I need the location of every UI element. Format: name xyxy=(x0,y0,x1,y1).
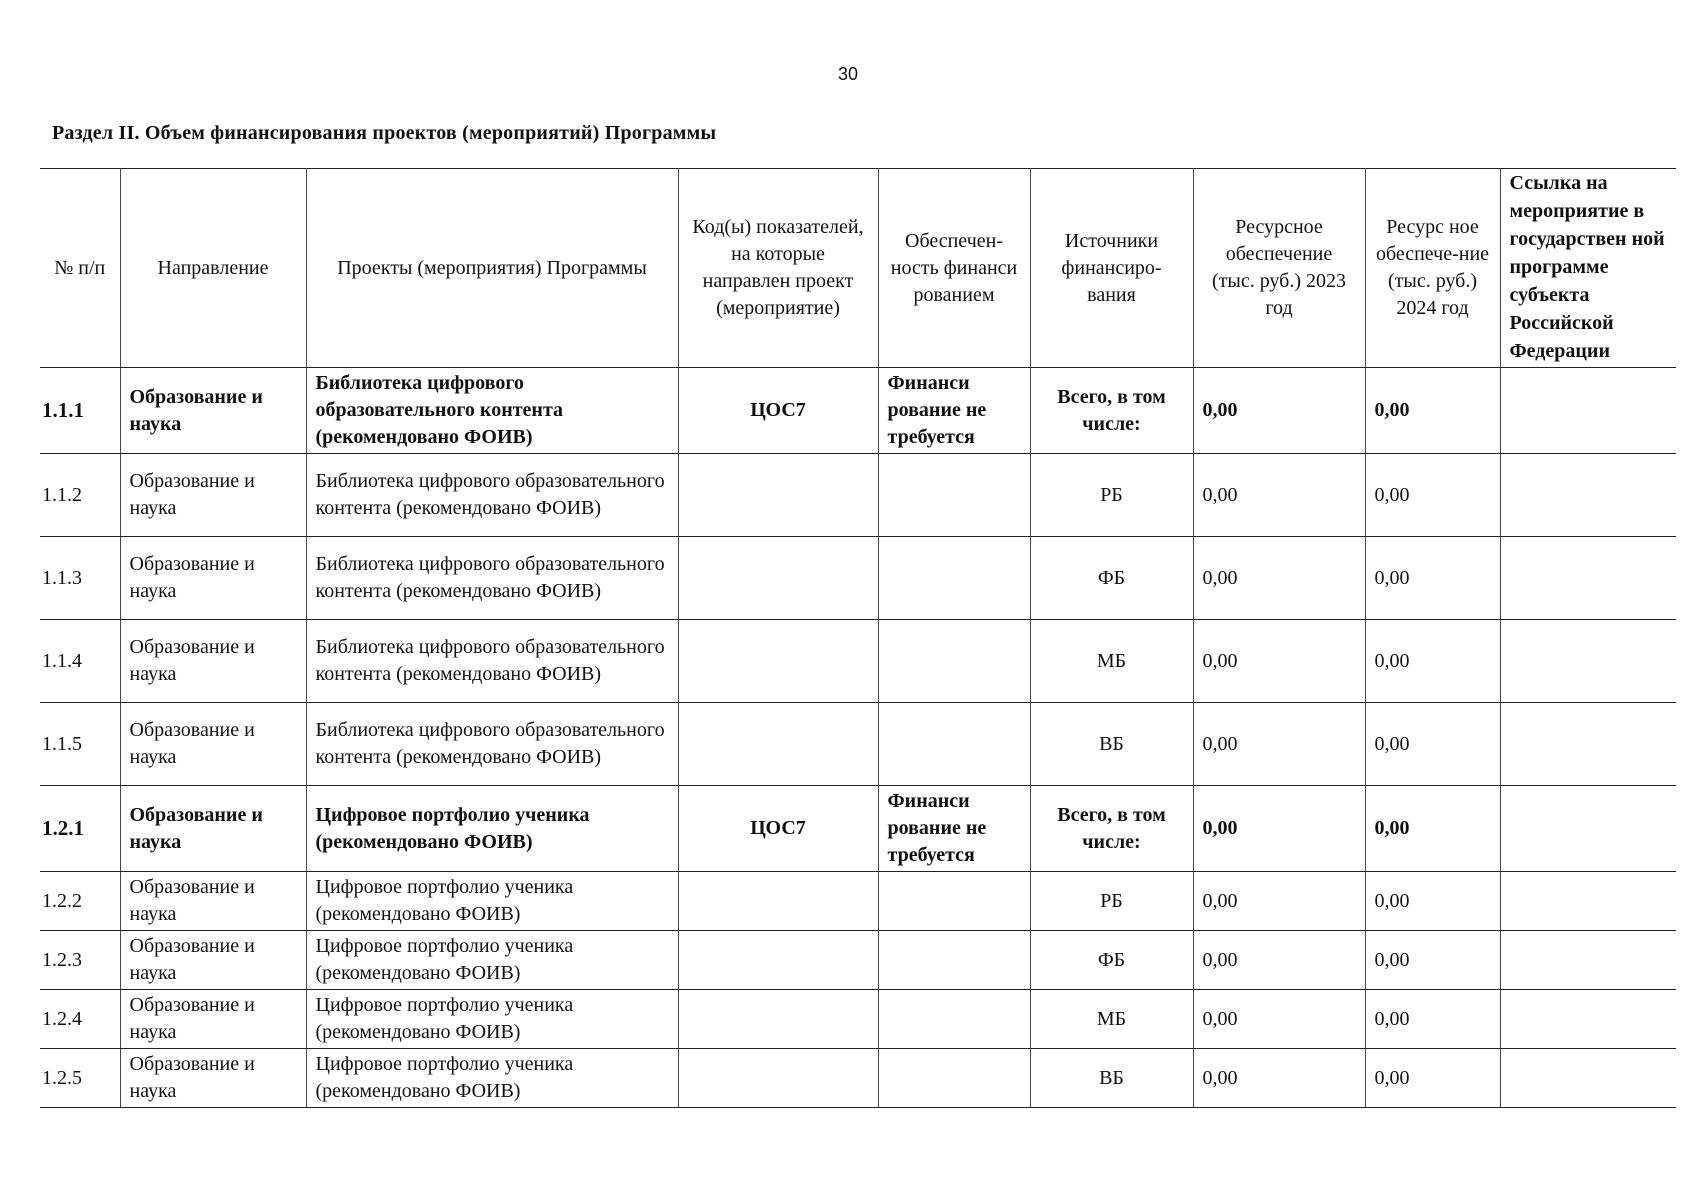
cell-direction: Образование и наука xyxy=(120,931,306,990)
cell-num: 1.1.4 xyxy=(40,620,120,703)
cell-num: 1.2.3 xyxy=(40,931,120,990)
cell-source: РБ xyxy=(1030,454,1193,537)
cell-project: Цифровое портфолио ученика (рекомендовано ФОИВ) xyxy=(306,990,678,1049)
cell-code xyxy=(678,1049,878,1108)
cell-project: Цифровое портфолио ученика (рекомендовано ФОИВ) xyxy=(306,786,678,872)
cell-source: ФБ xyxy=(1030,537,1193,620)
cell-project: Библиотека цифрового образовательного контента (рекомендовано ФОИВ) xyxy=(306,368,678,454)
cell-2023: 0,00 xyxy=(1193,620,1365,703)
cell-2024: 0,00 xyxy=(1365,537,1500,620)
cell-provision xyxy=(878,1049,1030,1108)
cell-direction: Образование и наука xyxy=(120,537,306,620)
cell-project: Библиотека цифрового образовательного контента (рекомендовано ФОИВ) xyxy=(306,620,678,703)
cell-ref xyxy=(1500,872,1676,931)
cell-num: 1.1.2 xyxy=(40,454,120,537)
cell-ref xyxy=(1500,703,1676,786)
cell-2024: 0,00 xyxy=(1365,620,1500,703)
cell-2024: 0,00 xyxy=(1365,454,1500,537)
cell-2024: 0,00 xyxy=(1365,990,1500,1049)
header-res2023: Ресурсное обеспечение (тыс. руб.) 2023 год xyxy=(1193,169,1365,368)
cell-code xyxy=(678,872,878,931)
cell-project: Библиотека цифрового образовательного контента (рекомендовано ФОИВ) xyxy=(306,703,678,786)
cell-code xyxy=(678,931,878,990)
cell-num: 1.2.2 xyxy=(40,872,120,931)
cell-source: Всего, в том числе: xyxy=(1030,786,1193,872)
cell-project: Цифровое портфолио ученика (рекомендовано ФОИВ) xyxy=(306,931,678,990)
cell-project: Библиотека цифрового образовательного контента (рекомендовано ФОИВ) xyxy=(306,537,678,620)
cell-provision xyxy=(878,990,1030,1049)
cell-2023: 0,00 xyxy=(1193,703,1365,786)
cell-provision: Финанси рование не требуется xyxy=(878,368,1030,454)
cell-source: МБ xyxy=(1030,990,1193,1049)
table-row xyxy=(40,872,1676,931)
cell-num: 1.2.1 xyxy=(40,786,120,872)
cell-provision xyxy=(878,872,1030,931)
cell-direction: Образование и наука xyxy=(120,990,306,1049)
table-row xyxy=(40,368,1676,454)
header-project: Проекты (мероприятия) Программы xyxy=(306,169,678,368)
header-num: № п/п xyxy=(40,169,120,368)
cell-source: ФБ xyxy=(1030,931,1193,990)
header-codes: Код(ы) показателей, на которые направлен проект (мероприятие) xyxy=(678,169,878,368)
cell-project: Библиотека цифрового образовательного контента (рекомендовано ФОИВ) xyxy=(306,454,678,537)
page-number: 30 xyxy=(837,64,859,84)
cell-ref xyxy=(1500,786,1676,872)
cell-ref xyxy=(1500,990,1676,1049)
header-sources: Источники финансиро-вания xyxy=(1030,169,1193,368)
cell-2023: 0,00 xyxy=(1193,537,1365,620)
cell-2023: 0,00 xyxy=(1193,786,1365,872)
cell-2024: 0,00 xyxy=(1365,872,1500,931)
table-row xyxy=(40,537,1676,620)
section-title: Раздел II. Объем финансирования проектов (мероприятий) Программы xyxy=(52,122,717,144)
header-ref: Ссылка на мероприятие в государствен ной программе субъекта Российской Федерации xyxy=(1500,169,1676,368)
cell-2023: 0,00 xyxy=(1193,931,1365,990)
cell-direction: Образование и наука xyxy=(120,703,306,786)
cell-2023: 0,00 xyxy=(1193,872,1365,931)
cell-code xyxy=(678,537,878,620)
cell-source: Всего, в том числе: xyxy=(1030,368,1193,454)
cell-provision xyxy=(878,454,1030,537)
cell-code: ЦОС7 xyxy=(678,368,878,454)
cell-project: Цифровое портфолио ученика (рекомендовано ФОИВ) xyxy=(306,1049,678,1108)
cell-2024: 0,00 xyxy=(1365,368,1500,454)
cell-num: 1.2.4 xyxy=(40,990,120,1049)
table-row xyxy=(40,931,1676,990)
cell-2024: 0,00 xyxy=(1365,703,1500,786)
table-row xyxy=(40,786,1676,872)
table-row xyxy=(40,990,1676,1049)
cell-num: 1.1.3 xyxy=(40,537,120,620)
cell-source: ВБ xyxy=(1030,1049,1193,1108)
cell-ref xyxy=(1500,620,1676,703)
cell-ref xyxy=(1500,1049,1676,1108)
cell-2024: 0,00 xyxy=(1365,786,1500,872)
cell-2023: 0,00 xyxy=(1193,990,1365,1049)
cell-provision xyxy=(878,703,1030,786)
financing-table xyxy=(40,168,1676,1108)
table-header-row xyxy=(40,169,1676,368)
cell-ref xyxy=(1500,931,1676,990)
cell-num: 1.2.5 xyxy=(40,1049,120,1108)
header-direction: Направление xyxy=(120,169,306,368)
cell-provision xyxy=(878,620,1030,703)
cell-direction: Образование и наука xyxy=(120,620,306,703)
table-row xyxy=(40,620,1676,703)
cell-code xyxy=(678,703,878,786)
table-row xyxy=(40,1049,1676,1108)
cell-2024: 0,00 xyxy=(1365,931,1500,990)
cell-code: ЦОС7 xyxy=(678,786,878,872)
cell-ref xyxy=(1500,368,1676,454)
header-provision: Обеспечен-ность финанси рованием xyxy=(878,169,1030,368)
cell-num: 1.1.1 xyxy=(40,368,120,454)
cell-provision: Финанси рование не требуется xyxy=(878,786,1030,872)
cell-provision xyxy=(878,537,1030,620)
cell-direction: Образование и наука xyxy=(120,786,306,872)
cell-code xyxy=(678,990,878,1049)
cell-direction: Образование и наука xyxy=(120,454,306,537)
cell-source: МБ xyxy=(1030,620,1193,703)
cell-direction: Образование и наука xyxy=(120,1049,306,1108)
header-res2024: Ресурс ное обеспече-ние (тыс. руб.) 2024 год xyxy=(1365,169,1500,368)
cell-code xyxy=(678,454,878,537)
cell-project: Цифровое портфолио ученика (рекомендовано ФОИВ) xyxy=(306,872,678,931)
cell-direction: Образование и наука xyxy=(120,368,306,454)
cell-2023: 0,00 xyxy=(1193,454,1365,537)
cell-source: РБ xyxy=(1030,872,1193,931)
cell-ref xyxy=(1500,537,1676,620)
table-row xyxy=(40,703,1676,786)
cell-code xyxy=(678,620,878,703)
cell-source: ВБ xyxy=(1030,703,1193,786)
cell-num: 1.1.5 xyxy=(40,703,120,786)
cell-2024: 0,00 xyxy=(1365,1049,1500,1108)
cell-provision xyxy=(878,931,1030,990)
cell-2023: 0,00 xyxy=(1193,368,1365,454)
cell-2023: 0,00 xyxy=(1193,1049,1365,1108)
cell-ref xyxy=(1500,454,1676,537)
table-row xyxy=(40,454,1676,537)
cell-direction: Образование и наука xyxy=(120,872,306,931)
